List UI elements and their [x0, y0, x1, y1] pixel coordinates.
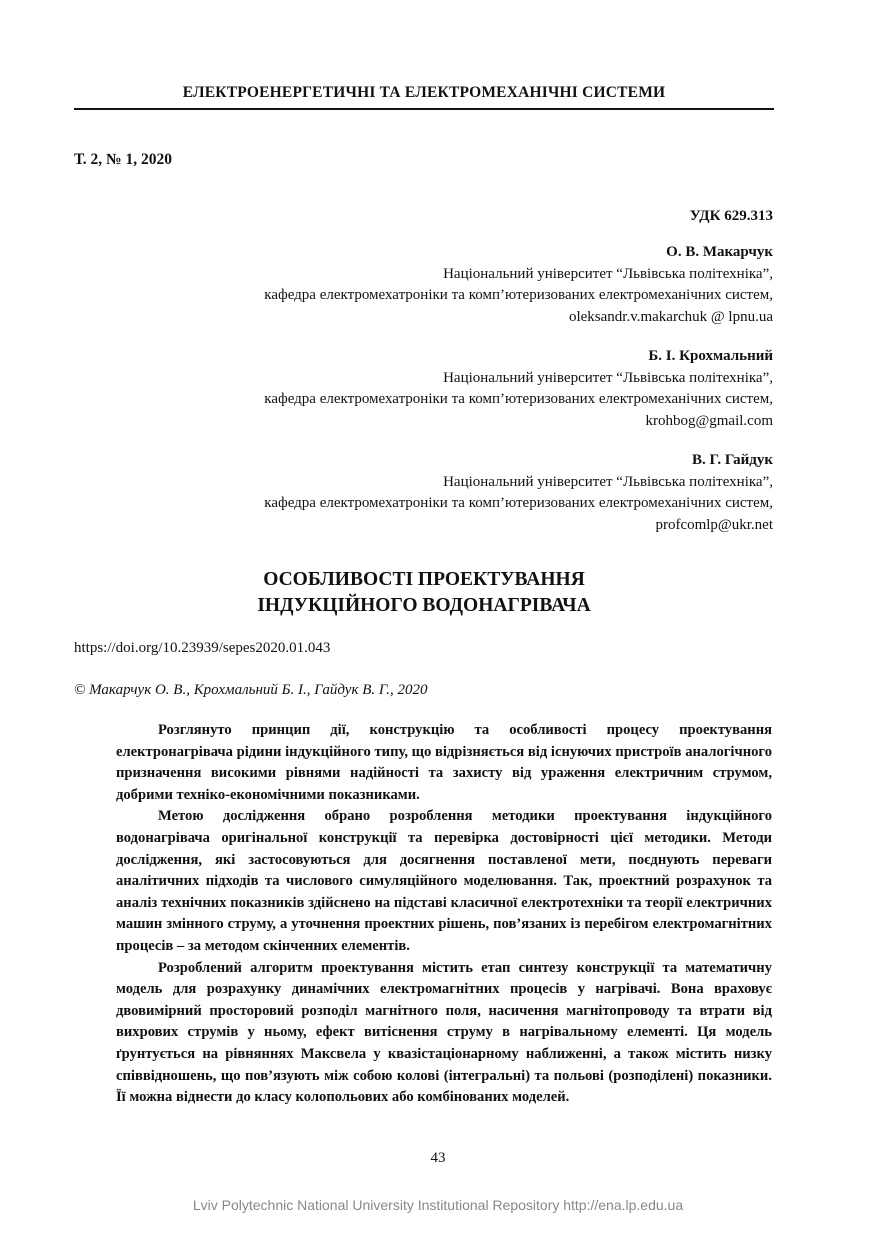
author-department: кафедра електромехатроніки та комп’ютеризованих електромеханічних систем,: [264, 391, 773, 407]
abstract-paragraph: Розглянуто принцип дії, конструкцію та особливості процесу проектування електронагрівача рідини індукційного типу, що відрізняється від існуючих пристроїв аналогічного призначення високими рівнями надійності та захисту від ураження електричним струмом, добрими техніко-економічними показниками.: [116, 722, 772, 803]
author-name: Б. І. Крохмальний: [648, 348, 773, 364]
author-affiliation: Національний університет “Львівська політехніка”,: [443, 265, 773, 282]
copyright-notice: © Макарчук О. В., Крохмальний Б. І., Гайдук В. Г., 2020: [74, 682, 428, 698]
author-block: [153, 450, 773, 536]
author-department: кафедра електромехатроніки та комп’ютеризованих електромеханічних систем,: [264, 287, 773, 303]
repository-footer: Lviv Polytechnic National University Institutional Repository http://ena.lp.edu.ua: [192, 1197, 684, 1213]
author-affiliation: Національний університет “Львівська політехніка”,: [443, 473, 773, 490]
doi-link[interactable]: https://doi.org/10.23939/sepes2020.01.043: [74, 640, 331, 656]
author-affiliation: Національний університет “Львівська політехніка”,: [443, 369, 773, 386]
author-block: [153, 346, 773, 432]
paper-title: [74, 567, 774, 619]
header-rule: [74, 108, 774, 110]
issue-info: Т. 2, № 1, 2020: [74, 151, 172, 168]
title-line: ІНДУКЦІЙНОГО ВОДОНАГРІВАЧА: [257, 595, 591, 616]
abstract: [116, 720, 772, 1109]
author-email: profcomlp@ukr.net: [655, 516, 773, 533]
abstract-paragraph: Розроблений алгоритм проектування містить етап синтезу конструкції та математичну модель для розрахунку динамічних електромагнітних процесів у нагрівачі. Вона враховує двовимірний просторовий розподіл магнітного поля, насичення магнітопроводу та втрати від вихрових струмів у ньому, ефект витіснення струму в нагрівальному елементі. Ця модель ґрунтується на рівняннях Максвела у квазістаціонарному наближенні, а також містить низку співвідношень, що пов’язують між собою колові (інтегральні) та польові (розподілені) показники. Її можна віднести до класу колопольових або комбінованих моделей.: [116, 959, 772, 1106]
author-email: oleksandr.v.makarchuk @ lpnu.ua: [568, 308, 773, 325]
udc-code: УДК 629.313: [689, 208, 773, 224]
author-email: krohbog@gmail.com: [645, 412, 773, 429]
journal-title: ЕЛЕКТРОЕНЕРГЕТИЧНІ ТА ЕЛЕКТРОМЕХАНІЧНІ СИСТЕМИ: [182, 84, 666, 101]
author-name: В. Г. Гайдук: [692, 452, 773, 468]
author-department: кафедра електромехатроніки та комп’ютеризованих електромеханічних систем,: [264, 495, 773, 511]
author-name: О. В. Макарчук: [666, 244, 773, 260]
abstract-paragraph: Метою дослідження обрано розроблення методики проектування індукційного водонагрівача оригінальної конструкції та перевірка достовірності цієї методики. Методи дослідження, які застосовуються для досягнення поставленої мети, поєднують переваги аналітичних підходів та числового симуляційного моделювання. Так, проектний розрахунок та аналіз технічних показників здійснено на підставі класичної електротехніки та теорії електричних машин змінного струму, а уточнення проектних рішень, пов’язаних із перебігом електромагнітних процесів – за методом скінченних елементів.: [116, 808, 772, 954]
author-block: [153, 242, 773, 328]
page-number: 43: [430, 1150, 446, 1166]
title-line: ОСОБЛИВОСТІ ПРОЕКТУВАННЯ: [263, 569, 585, 590]
